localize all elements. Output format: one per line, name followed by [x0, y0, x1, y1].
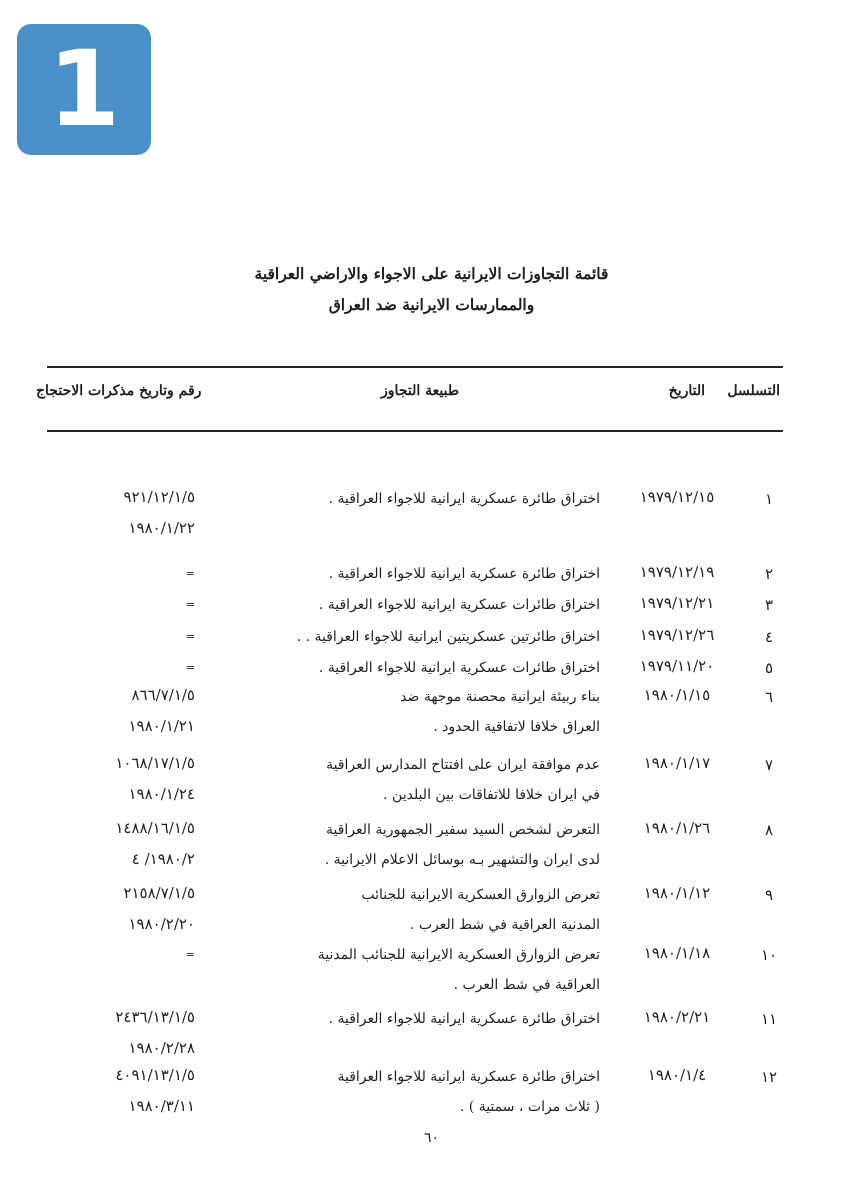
protest-ref-line: ٢١٥٨/٧/١/٥ — [123, 884, 195, 902]
row-date: ١٩٧٩/١٢/١٩ — [639, 563, 715, 581]
row-serial: ٢ — [764, 565, 774, 583]
row-description — [268, 880, 600, 940]
ditto-mark — [70, 938, 195, 969]
protest-ref-line: ٤٠٩١/١٣/١/٥ — [115, 1066, 195, 1084]
protest-ref-line: ٨٦٦/٧/١/٥ — [131, 686, 195, 704]
description-line: لدى ايران والتشهير بـه بوسائل الاعلام الايرانية . — [324, 852, 600, 868]
ditto-mark — [70, 651, 195, 682]
row-serial: ١١ — [760, 1010, 778, 1028]
row-protest-ref — [70, 557, 195, 588]
description-line: تعرض الزوارق العسكرية الايرانية للجنائب المدنية — [317, 947, 600, 963]
description-line: اختراق طائرة عسكرية ايرانية للاجواء العراقية . — [328, 1011, 600, 1027]
ditto-mark — [70, 620, 195, 651]
protest-ref-line: ١٤٨٨/١٦/١/٥ — [115, 819, 195, 837]
row-serial: ٧ — [764, 756, 774, 774]
row-serial: ٩ — [764, 886, 774, 904]
protest-ref-line: ١٩٨٠/٢/ ٤ — [131, 850, 195, 868]
ditto-mark-symbol: = — [185, 567, 195, 580]
row-serial: ٥ — [764, 659, 774, 677]
protest-ref-line: ١٩٨٠/١/٢١ — [128, 717, 195, 735]
description-line: التعرض لشخص السيد سفير الجمهورية العراقية — [325, 822, 600, 838]
protest-ref-line: ١٩٨٠/٣/١١ — [128, 1097, 195, 1115]
description-line: في ايران خلافا للاتفاقات بين البلدين . — [383, 787, 600, 803]
row-description — [268, 940, 600, 1000]
description-line: اختراق طائرتين عسكريتين ايرانية للاجواء العراقية . . — [296, 629, 600, 645]
row-protest-ref — [70, 748, 195, 810]
protest-ref-line: ١٩٨٠/٢/٢٠ — [128, 915, 195, 933]
header-nature: طبيعة التجاوز — [381, 383, 459, 399]
row-date: ١٩٨٠/١/٢٦ — [643, 819, 711, 837]
protest-ref-line: ١٩٨٠/٢/٢٨ — [128, 1039, 195, 1057]
protest-ref-line: ٩٢١/١٢/١/٥ — [123, 488, 195, 506]
document-title — [0, 258, 863, 320]
row-description — [268, 590, 600, 620]
row-date: ١٩٧٩/١٢/٢٦ — [639, 626, 715, 644]
row-protest-ref — [70, 1060, 195, 1122]
header-protest-ref: رقم وتاريخ مذكرات الاحتجاج — [36, 383, 202, 399]
description-line: ( ثلاث مرات ، سمتية ) . — [459, 1099, 600, 1115]
row-description — [268, 1004, 600, 1034]
row-serial: ١٠ — [760, 946, 778, 964]
row-description — [268, 559, 600, 589]
row-date: ١٩٨٠/١/١٢ — [643, 884, 711, 902]
row-serial: ١٢ — [760, 1068, 778, 1086]
row-date: ١٩٨٠/١/١٧ — [643, 754, 711, 772]
row-protest-ref — [70, 878, 195, 940]
row-serial: ٤ — [764, 628, 774, 646]
description-line: اختراق طائرات عسكرية ايرانية للاجواء العراقية . — [318, 660, 600, 676]
row-serial: ٣ — [764, 596, 774, 614]
ditto-mark-symbol: = — [185, 630, 195, 643]
description-line: بناء ربيئة ايرانية محصنة موجهة ضد — [400, 689, 600, 705]
protest-ref-line: ١٠٦٨/١٧/١/٥ — [115, 754, 195, 772]
header-date: التاريخ — [668, 383, 705, 399]
row-description — [268, 682, 600, 742]
ditto-mark-symbol: = — [185, 661, 195, 674]
row-description — [268, 750, 600, 810]
row-serial: ١ — [764, 490, 774, 508]
description-line: اختراق طائرة عسكرية ايرانية للاجواء العراقية — [337, 1069, 600, 1085]
chapter-badge: 1 — [17, 24, 151, 155]
ditto-mark-symbol: = — [185, 948, 195, 961]
protest-ref-line: ٢٤٣٦/١٣/١/٥ — [115, 1008, 195, 1026]
table-top-rule — [47, 366, 783, 368]
description-line: اختراق طائرة عسكرية ايرانية للاجواء العراقية . — [328, 566, 600, 582]
title-line-1: قائمة التجاوزات الايرانية على الاجواء والاراضي العراقية — [254, 264, 609, 283]
row-description — [268, 622, 600, 652]
table-header-rule — [47, 430, 783, 432]
row-protest-ref — [70, 938, 195, 969]
description-line: العراق خلافا لاتفاقية الحدود . — [433, 719, 600, 735]
row-serial: ٨ — [764, 821, 774, 839]
row-protest-ref — [70, 680, 195, 742]
row-protest-ref — [70, 1002, 195, 1064]
description-line: اختراق طائرة عسكرية ايرانية للاجواء العراقية . — [328, 491, 600, 507]
ditto-mark — [70, 588, 195, 619]
ditto-mark — [70, 557, 195, 588]
row-date: ١٩٧٩/١١/٢٠ — [639, 657, 715, 675]
description-line: المدنية العراقية في شط العرب . — [409, 917, 600, 933]
row-description — [268, 815, 600, 875]
description-line: اختراق طائرات عسكرية ايرانية للاجواء العراقية . — [318, 597, 600, 613]
protest-ref-line: ١٩٨٠/١/٢٤ — [128, 785, 195, 803]
row-protest-ref — [70, 482, 195, 544]
row-protest-ref — [70, 620, 195, 651]
row-date: ١٩٨٠/٢/٢١ — [643, 1008, 711, 1026]
row-description — [268, 653, 600, 683]
row-protest-ref — [70, 813, 195, 875]
page-number: ٦٠ — [423, 1130, 440, 1146]
description-line: تعرض الزوارق العسكرية الايرانية للجنائب — [361, 887, 600, 903]
row-date: ١٩٨٠/١/١٨ — [643, 944, 711, 962]
row-description — [268, 1062, 600, 1122]
row-description — [268, 484, 600, 514]
row-date: ١٩٨٠/١/١٥ — [643, 686, 711, 704]
ditto-mark-symbol: = — [185, 598, 195, 611]
row-serial: ٦ — [764, 688, 774, 706]
row-date: ١٩٧٩/١٢/٢١ — [639, 594, 715, 612]
description-line: العراقية في شط العرب . — [453, 977, 600, 993]
row-date: ١٩٧٩/١٢/١٥ — [639, 488, 715, 506]
row-protest-ref — [70, 588, 195, 619]
row-date: ١٩٨٠/١/٤ — [647, 1066, 707, 1084]
description-line: عدم موافقة ايران على افتتاح المدارس العراقية — [326, 757, 600, 773]
protest-ref-line: ١٩٨٠/١/٢٢ — [128, 519, 195, 537]
row-protest-ref — [70, 651, 195, 682]
header-serial: التسلسل — [727, 383, 780, 399]
title-line-2: والممارسات الايرانية ضد العراق — [328, 295, 535, 314]
